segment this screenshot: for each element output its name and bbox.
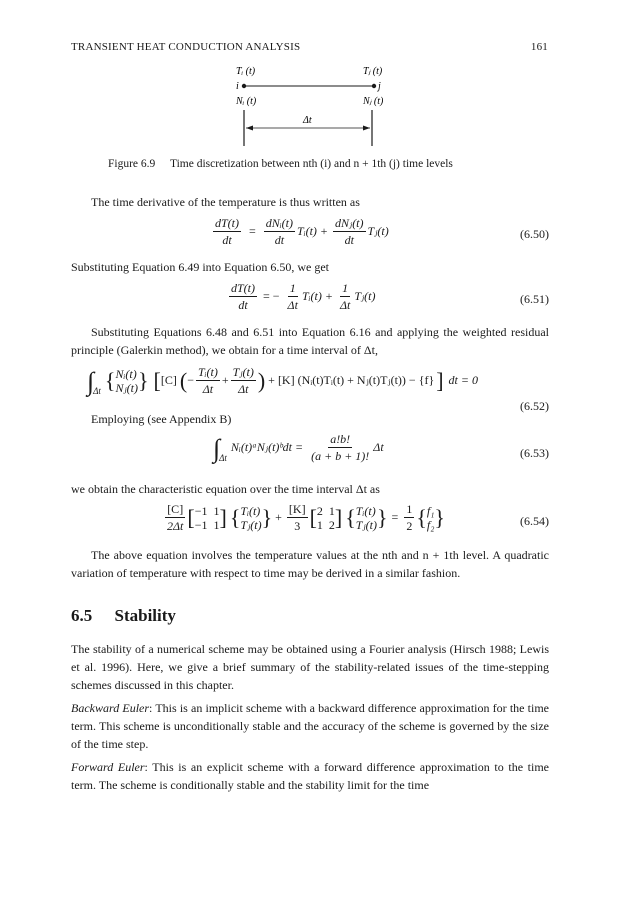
figure-caption [108,158,453,170]
eq653-integral-sub: Δt [219,452,227,463]
eq651-frac2: $\frac{1}{\Delta t}$ [339,281,351,312]
section-number: 6.5 [71,606,93,625]
eq652-C: [C] [160,373,177,387]
fig-label-Tj: Tⱼ (t) [363,66,383,77]
eq653-tail: Δt [373,440,384,454]
equation-number-6-50: (6.50) [520,227,549,241]
eq652-rest: + [K] (Nᵢ(t)Tᵢ(t) + Nⱼ(t)Tⱼ(t)) − {f} [268,373,435,387]
paragraph-stability: The stability of a numerical scheme may be obtained using a Fourier analysis (Hirsch 1988; Lewis et al. 1996). Here, we give a brief summary of the stability-related issues of the time-stepping schemes discussed in this chapter. [71,642,549,692]
term-forward-euler: Forward Euler [71,760,145,774]
figure-number: Figure 6.9 [108,158,156,170]
eq652-end: dt = 0 [448,373,478,387]
fig-label-Ti: Tᵢ (t) [236,66,256,77]
backward-euler-text: : This is an implicit scheme with a backward difference approximation for the time term. This scheme is unconditionally stable and the accuracy of the scheme is governed by the size of the time step. [71,701,549,751]
equation-6-52: ∫ Δt { Nᵢ(t) Nⱼ(t) } [ [C] ( − $\frac{\text{Tᵢ(t)}}{\Delta t}$ + $\frac{\text{Tⱼ(t)}}{\Delta t}$ ) + [K] (Nᵢ(t)Tᵢ(t) + Nⱼ(t)Tⱼ(t)) − {f} ] dt = 0 (6.52) [87,365,549,413]
eq652-integral: ∫ [87,366,95,396]
running-head-title: TRANSIENT HEAT CONDUCTION ANALYSIS [71,41,301,53]
eq654-vector-2: Tᵢ(t) Tⱼ(t) [355,503,377,532]
fig-node-i: i [236,81,239,92]
figure-caption-text: Time discretization between nth (i) and n + 1th (j) time levels [169,158,453,170]
eq650-lhs: $\frac{dT(t)}{dt}$ [215,216,239,247]
eq653-integrand: Nᵢ(t)ᵃNⱼ(t)ᵇdt = [230,440,304,454]
paragraph-characteristic: we obtain the characteristic equation over the time interval Δt as [71,482,380,496]
eq654-matrix-1: −1 1 −1 1 [194,503,220,532]
eq654-half: $\frac{1}{2}$ [406,502,413,533]
equation-number-6-51: (6.51) [520,292,549,306]
equation-number-6-54: (6.54) [520,514,549,528]
eq650-term2: Tⱼ(t) [367,224,389,238]
equation-6-50: $\frac{dT(t)}{dt}$ = $\frac{\text{dNᵢ(t)}}{dt}$ Tᵢ(t) + $\frac{\text{dNⱼ(t)}}{dt}$ Tⱼ(t) (6.50) [215,216,549,247]
eq654-vector-1: Tᵢ(t) Tⱼ(t) [240,503,262,532]
forward-euler-text: : This is an explicit scheme with a forward difference approximation to the time term. The scheme is conditionally stable and the stability limit for the time [71,760,550,792]
fig-label-Ni: Nᵢ (t) [236,96,257,107]
equation-6-54: $\frac{[C]}{2\Delta t}$ [ −1 1 −1 1 ] { Tᵢ(t) Tⱼ(t) } + $\frac{[K]}{3}$ [ 2 1 1 2 ] { Tᵢ(t) Tⱼ(t) } = $\frac{1}{2}$ { f₁ f₂ } (6.54) [167,502,549,533]
time-discretization-figure [200,62,440,152]
fig-node-j: j [378,81,381,92]
fig-arrow-left [246,126,253,131]
eq651-term2: Tⱼ(t) [354,289,376,303]
fig-arrow-right [363,126,370,131]
eq650-frac1: $\frac{\text{dNᵢ(t)}}{dt}$ [265,216,294,247]
paragraph-backward-euler [71,699,549,753]
eq651-term1: Tᵢ(t) + [301,289,333,303]
paragraph-time-derivative: The time derivative of the temperature is thus written as [91,195,360,209]
eq650-frac2: $\frac{\text{dNⱼ(t)}}{dt}$ [335,216,364,247]
paragraph-galerkin: Substituting Equations 6.48 and 6.51 into Equation 6.16 and applying the weighted residual principle (Galerkin method), we obtain for a time interval of Δt, [71,325,549,357]
page-number: 161 [530,41,548,53]
fig-label-dt: Δt [303,115,312,126]
paragraph-employing: Employing (see Appendix B) [91,412,232,426]
eq653-frac: $\frac{a!b!}{(a + b + 1)!}$ [311,432,370,463]
paragraph-quadratic: The above equation involves the temperature values at the nth and n + 1th level. A quadratic variation of temperature with respect to time may be derived in a similar fashion. [71,548,549,580]
eq650-term1: Tᵢ(t) + [297,224,329,238]
running-header [71,41,548,55]
eq652-shape-vector: Nᵢ(t) Nⱼ(t) [115,366,138,395]
equation-number-6-53: (6.53) [520,446,549,460]
paragraph-forward-euler [71,758,549,794]
eq654-force-vector: f₁ f₂ [426,503,435,532]
eq653-integral: ∫ [213,433,221,463]
eq652-plus: + [221,373,229,387]
eq652-integral-sub: Δt [93,385,101,396]
term-backward-euler: Backward Euler [71,701,150,715]
equation-number-6-52: (6.52) [520,399,549,413]
eq654-matrix-2: 2 1 1 2 [316,503,335,532]
eq652-frac-a: $\frac{\text{Tᵢ(t)}}{\Delta t}$ [197,365,218,396]
eq654-equals: = [391,510,399,524]
eq654-c-frac: $\frac{[C]}{2\Delta t}$ [167,502,184,533]
eq651-frac1: $\frac{1}{\Delta t}$ [287,281,298,312]
eq654-plus: + [275,510,282,524]
section-heading [71,606,176,626]
section-title: Stability [114,606,176,625]
eq652-frac-b: $\frac{\text{Tⱼ(t)}}{\Delta t}$ [232,365,254,396]
equation-6-53 [71,432,549,472]
paragraph-substituting-649: Substituting Equation 6.49 into Equation 6.50, we get [71,260,329,274]
eq651-equals: = − [263,289,280,303]
eq654-k-frac: $\frac{[K]}{3}$ [288,502,306,533]
equation-6-51 [71,281,549,315]
fig-label-Nj: Nⱼ (t) [363,96,384,107]
eq651-lhs: $\frac{dT(t)}{dt}$ [231,281,255,312]
